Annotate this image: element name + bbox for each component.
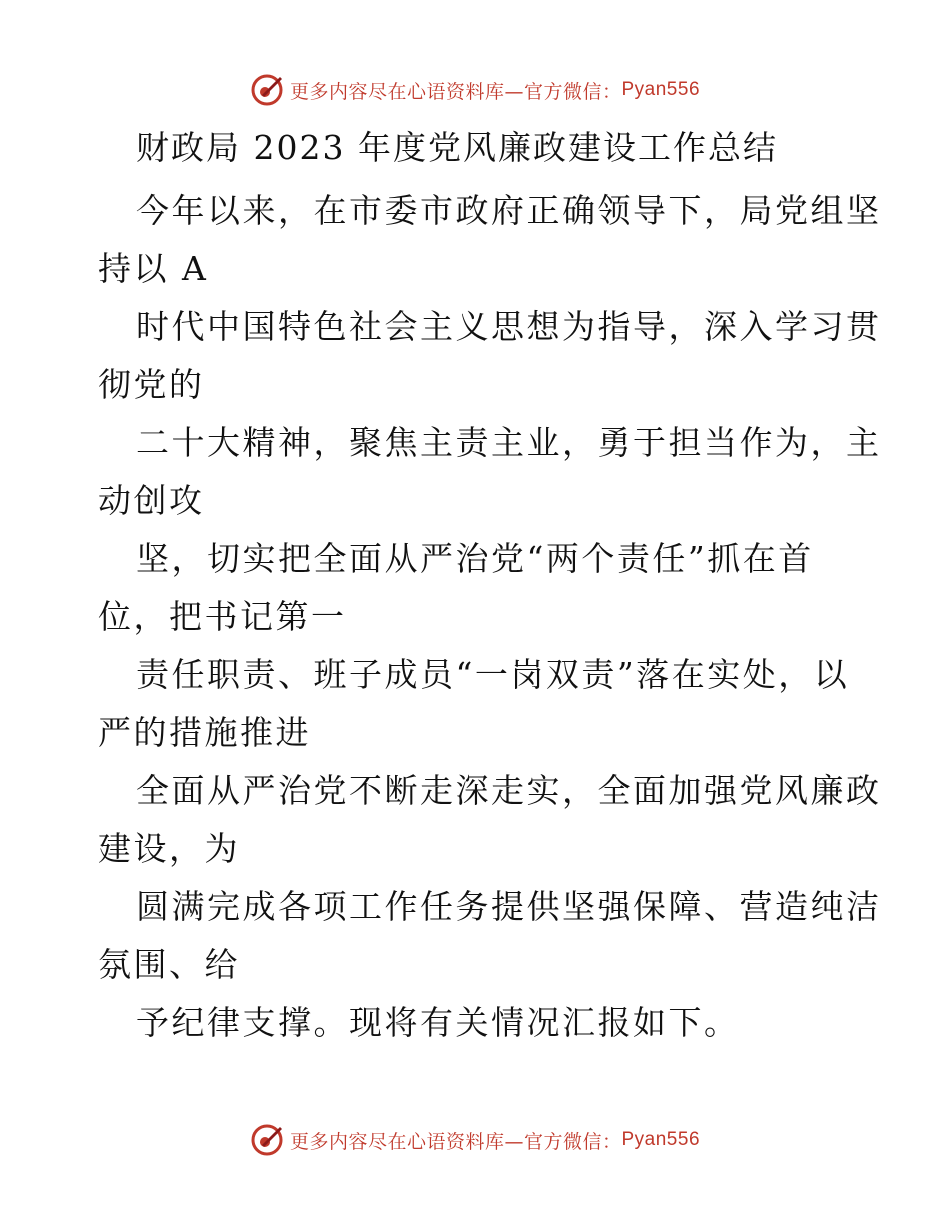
line-indented: 坚，切实把全面从严治党“两个责任”抓在首: [136, 539, 814, 578]
line-indented: 二十大精神，聚焦主责主业，勇于担当作为，主: [136, 423, 882, 462]
quill-logo-icon: [250, 73, 284, 107]
line-wrapped: 严的措施推进: [98, 713, 311, 752]
watermark-wechat-id: Pyan556: [621, 79, 701, 100]
line-indented: 予纪律支撑。现将有关情况汇报如下。: [136, 1003, 740, 1042]
paragraph-line: [98, 414, 882, 530]
line-wrapped: 动创攻: [98, 481, 205, 520]
document-title: 财政局 2023 年度党风廉政建设工作总结: [136, 128, 778, 167]
line-wrapped: 持以 A: [98, 249, 209, 288]
paragraph-line: [98, 878, 882, 994]
watermark-text: 更多内容尽在心语资料库—官方微信：: [289, 1130, 622, 1153]
line-indented: 全面从严治党不断走深走实，全面加强党风廉政: [136, 771, 882, 810]
footer-watermark: [0, 1120, 950, 1160]
paragraph-line: [98, 762, 882, 878]
line-indented: 时代中国特色社会主义思想为指导，深入学习贯: [136, 307, 882, 346]
line-indented: 圆满完成各项工作任务提供坚强保障、营造纯洁: [136, 887, 882, 926]
line-indented: 今年以来，在市委市政府正确领导下，局党组坚: [136, 191, 882, 230]
watermark-wechat-id: Pyan556: [621, 1129, 701, 1150]
line-wrapped: 氛围、给: [98, 945, 240, 984]
paragraph-line: [98, 182, 882, 298]
line-wrapped: 位，把书记第一: [98, 597, 347, 636]
paragraph-line: [98, 994, 858, 1052]
paragraph-line: [98, 646, 858, 762]
paragraph-line: [98, 530, 858, 646]
watermark-text: 更多内容尽在心语资料库—官方微信：: [289, 80, 622, 103]
line-wrapped: 彻党的: [98, 365, 205, 404]
line-wrapped: 建设，为: [98, 829, 240, 868]
paragraph-line: [98, 298, 882, 414]
quill-logo-icon: [250, 1123, 284, 1157]
document-body: [98, 122, 882, 1052]
line-indented: 责任职责、班子成员“一岗双责”落在实处，以: [136, 655, 850, 694]
header-watermark: [0, 70, 950, 110]
